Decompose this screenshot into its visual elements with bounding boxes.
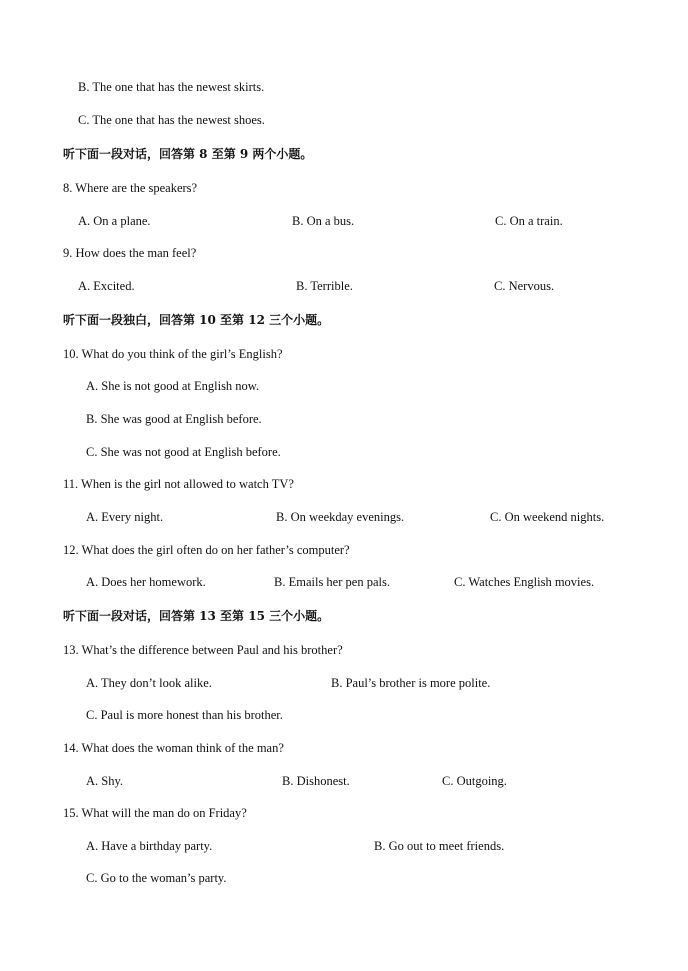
question-8: 8. Where are the speakers? — [63, 181, 198, 195]
option-9b: B. Terrible. — [296, 279, 353, 293]
question-10: 10. What do you think of the girl’s English? — [63, 347, 283, 361]
question-13: 13. What’s the difference between Paul and his brother? — [63, 643, 343, 657]
option-14a: A. Shy. — [86, 774, 124, 788]
option-10a: A. She is not good at English now. — [86, 379, 260, 393]
option-11c: C. On weekend nights. — [490, 510, 605, 524]
option-9a: A. Excited. — [78, 279, 135, 293]
option-13a: A. They don’t look alike. — [86, 676, 212, 690]
option-7b: B. The one that has the newest skirts. — [78, 80, 265, 94]
question-9: 9. How does the man feel? — [63, 246, 197, 260]
option-14c: C. Outgoing. — [442, 774, 507, 788]
option-10c: C. She was not good at English before. — [86, 445, 281, 459]
option-13c: C. Paul is more honest than his brother. — [86, 708, 283, 722]
question-15: 15. What will the man do on Friday? — [63, 806, 247, 820]
option-15b: B. Go out to meet friends. — [374, 839, 505, 853]
option-14b: B. Dishonest. — [282, 774, 350, 788]
option-7c: C. The one that has the newest shoes. — [78, 113, 265, 127]
option-13b: B. Paul’s brother is more polite. — [331, 676, 491, 690]
question-12: 12. What does the girl often do on her father’s computer? — [63, 543, 350, 557]
question-14: 14. What does the woman think of the man? — [63, 741, 284, 755]
option-11b: B. On weekday evenings. — [276, 510, 405, 524]
option-9c: C. Nervous. — [494, 279, 555, 293]
section-heading-10-12: 听下面一段独白，回答第 10 至第 12 三个小题。 — [63, 313, 330, 327]
option-8c: C. On a train. — [495, 214, 563, 228]
question-11: 11. When is the girl not allowed to watch TV? — [63, 477, 294, 491]
option-8a: A. On a plane. — [78, 214, 151, 228]
section-heading-8-9: 听下面一段对话，回答第 8 至第 9 两个小题。 — [63, 147, 313, 161]
option-15c: C. Go to the woman’s party. — [86, 871, 227, 885]
option-10b: B. She was good at English before. — [86, 412, 262, 426]
section-heading-13-15: 听下面一段对话，回答第 13 至第 15 三个小题。 — [63, 609, 330, 623]
option-12b: B. Emails her pen pals. — [274, 575, 390, 589]
option-11a: A. Every night. — [86, 510, 164, 524]
option-15a: A. Have a birthday party. — [86, 839, 213, 853]
option-12a: A. Does her homework. — [86, 575, 206, 589]
option-8b: B. On a bus. — [292, 214, 355, 228]
option-12c: C. Watches English movies. — [454, 575, 595, 589]
